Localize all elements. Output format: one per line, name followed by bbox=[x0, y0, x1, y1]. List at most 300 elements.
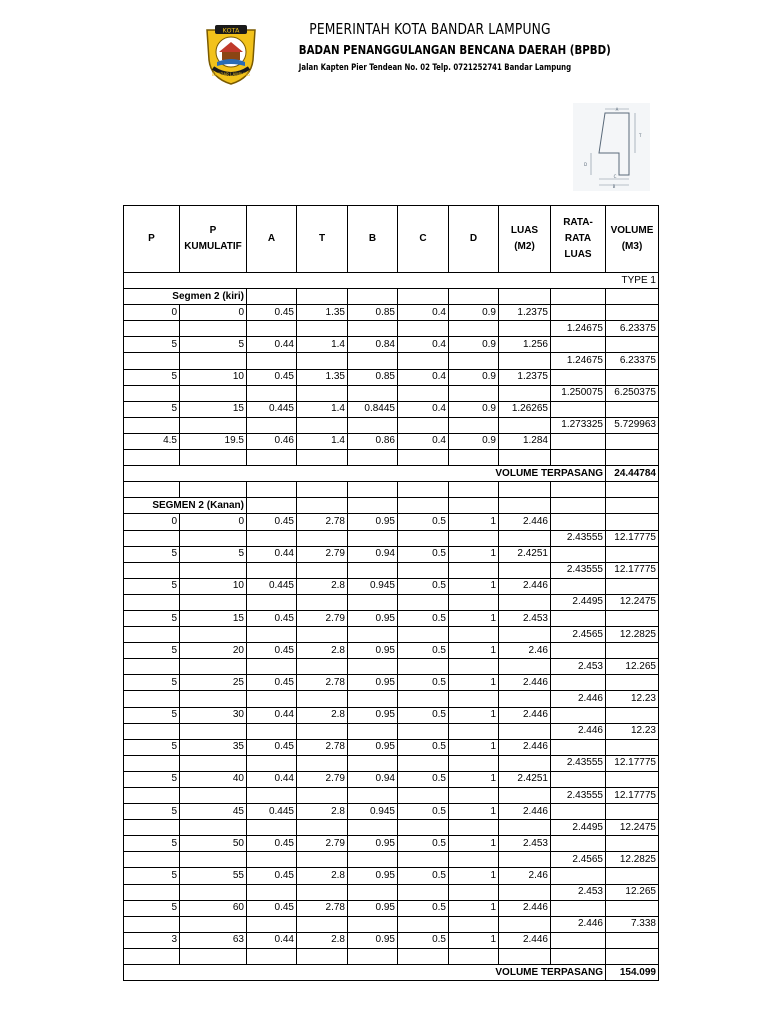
table-cell bbox=[297, 562, 348, 578]
table-cell bbox=[124, 948, 180, 964]
table-cell: 0.44 bbox=[247, 337, 297, 353]
table-row bbox=[124, 820, 659, 836]
table-cell: 12.17775 bbox=[606, 562, 659, 578]
table-cell: 0.9 bbox=[449, 401, 499, 417]
table-cell bbox=[348, 450, 398, 466]
table-cell bbox=[449, 482, 499, 498]
segment-title-row bbox=[124, 289, 659, 305]
table-cell bbox=[348, 788, 398, 804]
table-cell bbox=[551, 675, 606, 691]
table-cell: 0 bbox=[124, 305, 180, 321]
table-cell: 0.5 bbox=[398, 578, 449, 594]
table-cell bbox=[499, 916, 551, 932]
table-cell: 19.5 bbox=[180, 433, 247, 449]
table-cell bbox=[247, 562, 297, 578]
table-cell bbox=[449, 788, 499, 804]
table-cell bbox=[297, 852, 348, 868]
table-cell: 2.43555 bbox=[551, 562, 606, 578]
table-cell: 1 bbox=[449, 771, 499, 787]
table-cell bbox=[398, 385, 449, 401]
segment-title: Segmen 2 (kiri) bbox=[124, 289, 247, 305]
table-cell bbox=[398, 321, 449, 337]
table-cell bbox=[348, 627, 398, 643]
table-cell: 6.250375 bbox=[606, 385, 659, 401]
table-cell: 12.2475 bbox=[606, 594, 659, 610]
table-cell bbox=[606, 643, 659, 659]
table-cell bbox=[297, 755, 348, 771]
table-cell bbox=[124, 788, 180, 804]
table-cell bbox=[297, 530, 348, 546]
table-cell bbox=[247, 530, 297, 546]
table-cell: 5 bbox=[124, 546, 180, 562]
table-cell bbox=[247, 353, 297, 369]
table-cell: 12.23 bbox=[606, 691, 659, 707]
table-cell bbox=[606, 578, 659, 594]
table-cell bbox=[124, 820, 180, 836]
table-cell: 2.4565 bbox=[551, 627, 606, 643]
table-cell: 1 bbox=[449, 546, 499, 562]
table-cell: 0.44 bbox=[247, 707, 297, 723]
table-cell bbox=[551, 900, 606, 916]
table-cell bbox=[551, 868, 606, 884]
table-row bbox=[124, 675, 659, 691]
table-cell: 12.265 bbox=[606, 884, 659, 900]
table-cell bbox=[180, 627, 247, 643]
table-cell: 2.43555 bbox=[551, 755, 606, 771]
table-cell: 5 bbox=[124, 804, 180, 820]
table-row bbox=[124, 627, 659, 643]
table-cell bbox=[247, 627, 297, 643]
table-cell bbox=[297, 820, 348, 836]
table-cell bbox=[348, 417, 398, 433]
table-cell: 2.8 bbox=[297, 932, 348, 948]
table-cell: 7.338 bbox=[606, 916, 659, 932]
table-cell bbox=[499, 450, 551, 466]
table-cell bbox=[499, 948, 551, 964]
table-cell bbox=[180, 417, 247, 433]
col-header: VOLUME (M3) bbox=[606, 206, 659, 273]
table-cell bbox=[449, 723, 499, 739]
table-cell: 1.273325 bbox=[551, 417, 606, 433]
table-cell bbox=[297, 450, 348, 466]
table-cell bbox=[247, 916, 297, 932]
table-cell: 1.250075 bbox=[551, 385, 606, 401]
table-cell: 35 bbox=[180, 739, 247, 755]
table-cell: 0.45 bbox=[247, 610, 297, 626]
table-cell: 40 bbox=[180, 771, 247, 787]
table-cell bbox=[551, 498, 606, 514]
table-cell: 2.453 bbox=[499, 610, 551, 626]
table-cell: 0.45 bbox=[247, 369, 297, 385]
table-cell bbox=[398, 691, 449, 707]
table-cell bbox=[124, 691, 180, 707]
table-cell: 0.445 bbox=[247, 804, 297, 820]
segment-title-row bbox=[124, 498, 659, 514]
table-cell: 1 bbox=[449, 643, 499, 659]
table-cell: 50 bbox=[180, 836, 247, 852]
table-cell: 1 bbox=[449, 900, 499, 916]
table-cell bbox=[180, 530, 247, 546]
table-cell bbox=[247, 498, 297, 514]
table-cell: 0.5 bbox=[398, 868, 449, 884]
logo-bottom-text: BANDAR LAMPUNG bbox=[211, 72, 251, 77]
table-cell: 55 bbox=[180, 868, 247, 884]
diagram-label-b: B bbox=[612, 184, 616, 189]
table-cell bbox=[551, 643, 606, 659]
table-cell bbox=[247, 723, 297, 739]
table-cell bbox=[606, 675, 659, 691]
table-cell bbox=[606, 707, 659, 723]
table-cell: 0.46 bbox=[247, 433, 297, 449]
table-cell bbox=[398, 916, 449, 932]
table-row bbox=[124, 900, 659, 916]
table-cell bbox=[398, 530, 449, 546]
table-cell bbox=[297, 321, 348, 337]
table-cell: 0.95 bbox=[348, 868, 398, 884]
table-row bbox=[124, 755, 659, 771]
table-cell bbox=[449, 289, 499, 305]
table-cell: 5 bbox=[124, 675, 180, 691]
table-row bbox=[124, 884, 659, 900]
letterhead bbox=[270, 20, 611, 73]
table-cell bbox=[499, 530, 551, 546]
table-cell bbox=[606, 305, 659, 321]
table-cell: 0.945 bbox=[348, 804, 398, 820]
table-cell bbox=[551, 514, 606, 530]
table-cell bbox=[297, 948, 348, 964]
table-cell bbox=[398, 820, 449, 836]
table-cell bbox=[180, 820, 247, 836]
table-cell: 0.45 bbox=[247, 675, 297, 691]
table-row bbox=[124, 337, 659, 353]
table-row bbox=[124, 578, 659, 594]
table-cell: 0.45 bbox=[247, 305, 297, 321]
table-cell: 30 bbox=[180, 707, 247, 723]
table-cell bbox=[398, 755, 449, 771]
table-cell bbox=[551, 739, 606, 755]
table-cell bbox=[398, 884, 449, 900]
table-cell: 0.5 bbox=[398, 643, 449, 659]
table-cell bbox=[180, 916, 247, 932]
table-cell bbox=[398, 627, 449, 643]
table-cell: 3 bbox=[124, 932, 180, 948]
type-row bbox=[124, 273, 659, 289]
table-cell: 0.44 bbox=[247, 932, 297, 948]
table-row bbox=[124, 691, 659, 707]
table-cell bbox=[297, 723, 348, 739]
table-cell: 10 bbox=[180, 578, 247, 594]
table-cell: 25 bbox=[180, 675, 247, 691]
table-cell: 2.446 bbox=[551, 723, 606, 739]
table-cell: 0.95 bbox=[348, 514, 398, 530]
table-cell: 5 bbox=[124, 401, 180, 417]
table-cell: 0.45 bbox=[247, 643, 297, 659]
table-cell bbox=[348, 530, 398, 546]
table-cell bbox=[551, 369, 606, 385]
table-cell bbox=[606, 948, 659, 964]
col-header: RATA-RATA LUAS bbox=[551, 206, 606, 273]
table-cell bbox=[449, 321, 499, 337]
table-cell: 5 bbox=[124, 610, 180, 626]
table-cell bbox=[499, 788, 551, 804]
table-row bbox=[124, 932, 659, 948]
table-cell: 1 bbox=[449, 675, 499, 691]
table-cell: 2.8 bbox=[297, 643, 348, 659]
col-header: P bbox=[124, 206, 180, 273]
table-cell bbox=[348, 820, 398, 836]
table-cell: 0.5 bbox=[398, 546, 449, 562]
table-cell: 5 bbox=[124, 643, 180, 659]
table-cell: 2.8 bbox=[297, 868, 348, 884]
table-cell: 2.446 bbox=[499, 932, 551, 948]
table-row bbox=[124, 594, 659, 610]
table-cell bbox=[551, 482, 606, 498]
table-cell bbox=[398, 450, 449, 466]
volume-total-row bbox=[124, 466, 659, 482]
volume-total-row bbox=[124, 965, 659, 981]
table-cell: 0.945 bbox=[348, 578, 398, 594]
table-cell: 1 bbox=[449, 610, 499, 626]
table-cell: 1 bbox=[449, 804, 499, 820]
table-cell bbox=[499, 385, 551, 401]
table-cell bbox=[606, 433, 659, 449]
table-cell: 0.9 bbox=[449, 337, 499, 353]
table-cell bbox=[606, 804, 659, 820]
table-cell bbox=[551, 289, 606, 305]
table-cell bbox=[297, 289, 348, 305]
volume-total-label: VOLUME TERPASANG bbox=[124, 965, 606, 981]
table-cell: 0.4 bbox=[398, 369, 449, 385]
col-header: C bbox=[398, 206, 449, 273]
table-cell bbox=[180, 353, 247, 369]
table-row bbox=[124, 643, 659, 659]
table-cell: 5 bbox=[124, 771, 180, 787]
table-row bbox=[124, 321, 659, 337]
table-cell: 0.45 bbox=[247, 514, 297, 530]
table-cell: 1.256 bbox=[499, 337, 551, 353]
table-cell bbox=[499, 417, 551, 433]
table-cell bbox=[297, 691, 348, 707]
table-cell bbox=[606, 482, 659, 498]
table-cell bbox=[180, 852, 247, 868]
table-cell bbox=[499, 498, 551, 514]
header-row bbox=[124, 206, 659, 273]
table-cell bbox=[348, 385, 398, 401]
table-cell: 0.5 bbox=[398, 771, 449, 787]
table-row bbox=[124, 836, 659, 852]
table-cell: 45 bbox=[180, 804, 247, 820]
table-cell bbox=[499, 691, 551, 707]
table-row bbox=[124, 417, 659, 433]
table-cell: 12.2475 bbox=[606, 820, 659, 836]
table-cell bbox=[551, 546, 606, 562]
table-row bbox=[124, 868, 659, 884]
table-cell bbox=[180, 385, 247, 401]
table-cell: 1 bbox=[449, 836, 499, 852]
table-cell: 2.79 bbox=[297, 836, 348, 852]
table-cell bbox=[398, 498, 449, 514]
table-cell: 5 bbox=[180, 337, 247, 353]
table-cell bbox=[297, 482, 348, 498]
table-cell bbox=[499, 627, 551, 643]
table-cell bbox=[180, 723, 247, 739]
table-cell: 12.2825 bbox=[606, 627, 659, 643]
table-cell bbox=[180, 562, 247, 578]
table-row bbox=[124, 546, 659, 562]
table-cell: 0.95 bbox=[348, 643, 398, 659]
cross-section-diagram bbox=[573, 103, 650, 191]
type-label: TYPE 1 bbox=[124, 273, 659, 289]
table-cell bbox=[551, 836, 606, 852]
table-cell bbox=[606, 401, 659, 417]
table-cell bbox=[180, 948, 247, 964]
table-cell: 2.446 bbox=[499, 707, 551, 723]
table-cell bbox=[247, 852, 297, 868]
table-cell bbox=[398, 948, 449, 964]
table-cell bbox=[247, 321, 297, 337]
segment-title: SEGMEN 2 (Kanan) bbox=[124, 498, 247, 514]
table-cell bbox=[551, 804, 606, 820]
table-cell bbox=[449, 852, 499, 868]
table-cell: 6.23375 bbox=[606, 353, 659, 369]
table-cell: 0.4 bbox=[398, 337, 449, 353]
table-cell: 0.95 bbox=[348, 900, 398, 916]
table-cell: 0.86 bbox=[348, 433, 398, 449]
table-cell: 63 bbox=[180, 932, 247, 948]
table-row bbox=[124, 739, 659, 755]
table-cell bbox=[449, 530, 499, 546]
table-cell: 4.5 bbox=[124, 433, 180, 449]
table-cell bbox=[247, 417, 297, 433]
table-cell: 5 bbox=[124, 337, 180, 353]
col-header: T bbox=[297, 206, 348, 273]
table-row bbox=[124, 916, 659, 932]
table-cell bbox=[348, 691, 398, 707]
table-cell bbox=[398, 289, 449, 305]
table-cell: 0.5 bbox=[398, 739, 449, 755]
table-cell bbox=[297, 594, 348, 610]
table-cell: 0 bbox=[180, 514, 247, 530]
table-cell bbox=[551, 305, 606, 321]
table-cell: 2.78 bbox=[297, 675, 348, 691]
table-cell: 0.5 bbox=[398, 514, 449, 530]
table-cell: 2.79 bbox=[297, 546, 348, 562]
table-cell bbox=[499, 321, 551, 337]
table-cell: 2.446 bbox=[499, 675, 551, 691]
table-cell: 2.446 bbox=[551, 691, 606, 707]
table-cell bbox=[348, 562, 398, 578]
table-cell: 2.446 bbox=[499, 578, 551, 594]
table-cell bbox=[499, 820, 551, 836]
table-cell bbox=[124, 482, 180, 498]
col-header: B bbox=[348, 206, 398, 273]
table-row bbox=[124, 401, 659, 417]
table-cell bbox=[398, 594, 449, 610]
table-cell: 15 bbox=[180, 610, 247, 626]
table-row bbox=[124, 433, 659, 449]
table-cell bbox=[606, 289, 659, 305]
col-header: LUAS (M2) bbox=[499, 206, 551, 273]
table-row bbox=[124, 659, 659, 675]
table-cell: 0.94 bbox=[348, 771, 398, 787]
table-cell: 1.284 bbox=[499, 433, 551, 449]
table-cell: 2.446 bbox=[499, 804, 551, 820]
table-cell: 6.23375 bbox=[606, 321, 659, 337]
volume-total-label: VOLUME TERPASANG bbox=[124, 466, 606, 482]
table-cell: 2.8 bbox=[297, 578, 348, 594]
table-cell bbox=[247, 482, 297, 498]
table-cell bbox=[124, 594, 180, 610]
table-row bbox=[124, 723, 659, 739]
table-cell bbox=[449, 450, 499, 466]
table-cell bbox=[398, 852, 449, 868]
table-cell bbox=[499, 723, 551, 739]
table-row bbox=[124, 707, 659, 723]
table-cell: 0.44 bbox=[247, 546, 297, 562]
table-cell bbox=[247, 691, 297, 707]
table-cell: 5 bbox=[124, 369, 180, 385]
table-cell: 5 bbox=[124, 868, 180, 884]
table-cell: 0.5 bbox=[398, 610, 449, 626]
table-row bbox=[124, 948, 659, 964]
table-cell: 0.9 bbox=[449, 305, 499, 321]
table-cell: 2.453 bbox=[499, 836, 551, 852]
table-cell bbox=[606, 369, 659, 385]
table-cell bbox=[606, 450, 659, 466]
table-cell: 12.265 bbox=[606, 659, 659, 675]
table-cell bbox=[297, 417, 348, 433]
table-cell bbox=[297, 788, 348, 804]
table-row bbox=[124, 353, 659, 369]
table-cell: 0.45 bbox=[247, 868, 297, 884]
table-cell bbox=[449, 385, 499, 401]
table-cell: 0.5 bbox=[398, 900, 449, 916]
table-cell bbox=[499, 852, 551, 868]
table-cell: 5 bbox=[124, 836, 180, 852]
table-cell: 2.4251 bbox=[499, 546, 551, 562]
table-cell: 1 bbox=[449, 932, 499, 948]
table-cell bbox=[499, 289, 551, 305]
diagram-label-t: T bbox=[639, 133, 642, 138]
table-cell bbox=[124, 353, 180, 369]
header-address: Jalan Kapten Pier Tendean No. 02 Telp. 0721252741 Bandar Lampung bbox=[298, 63, 572, 73]
table-cell: 0.5 bbox=[398, 836, 449, 852]
table-cell: 0.4 bbox=[398, 305, 449, 321]
table-cell: 2.43555 bbox=[551, 530, 606, 546]
table-cell bbox=[551, 433, 606, 449]
table-cell: 0.9 bbox=[449, 369, 499, 385]
table-cell bbox=[297, 659, 348, 675]
table-cell bbox=[551, 932, 606, 948]
table-cell bbox=[606, 337, 659, 353]
table-cell: 0.95 bbox=[348, 739, 398, 755]
table-cell: 5.729963 bbox=[606, 417, 659, 433]
table-cell: 1.35 bbox=[297, 369, 348, 385]
table-cell: 0 bbox=[124, 514, 180, 530]
diagram-label-a: A bbox=[615, 107, 619, 112]
table-cell: 0.5 bbox=[398, 804, 449, 820]
table-cell: 0.95 bbox=[348, 610, 398, 626]
spacer-row bbox=[124, 482, 659, 498]
table-row bbox=[124, 788, 659, 804]
table-cell bbox=[247, 385, 297, 401]
table-cell bbox=[348, 321, 398, 337]
table-cell: 20 bbox=[180, 643, 247, 659]
table-cell: 0.5 bbox=[398, 675, 449, 691]
table-cell: 5 bbox=[124, 900, 180, 916]
table-cell bbox=[551, 948, 606, 964]
col-header: A bbox=[247, 206, 297, 273]
